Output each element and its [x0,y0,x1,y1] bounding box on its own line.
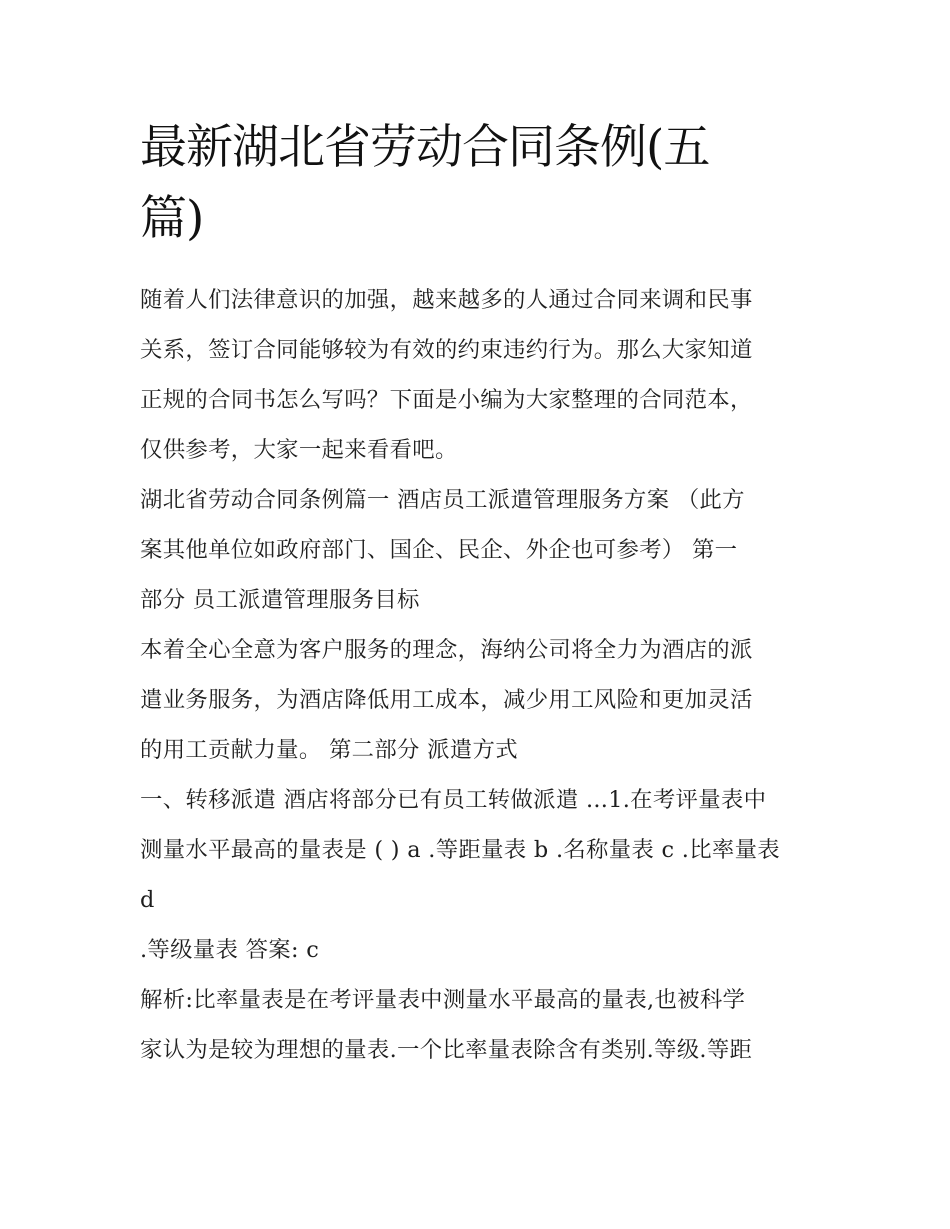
text-line: 本着全心全意为客户服务的理念，海纳公司将全力为酒店的派 [140,637,753,663]
text-line: 解析:比率量表是在考评量表中测量水平最高的量表,也被科学 [140,987,746,1013]
text-line: 湖北省劳动合同条例篇一 酒店员工派遣管理服务方案 （此方 [140,487,745,513]
title-line: 最新湖北省劳动合同条例(五 [140,120,710,175]
analysis-paragraph [140,975,812,1075]
text-line: 的用工贡献力量。 第二部分 派遣方式 [140,737,518,763]
text-line: 一、转移派遣 酒店将部分已有员工转做派遣 ...1.在考评量表中 [140,787,767,813]
section-one-paragraph [140,475,812,625]
text-line: 仅供参考，大家一起来看看吧。 [140,437,458,463]
title-line: 篇) [140,191,204,246]
text-line: d [140,887,155,913]
text-line: 部分 员工派遣管理服务目标 [140,587,420,613]
text-line: 随着人们法律意识的加强，越来越多的人通过合同来调和民事 [140,287,753,313]
text-line: 案其他单位如政府部门、国企、民企、外企也可参考） 第一 [140,537,738,563]
service-goal-paragraph [140,625,812,775]
text-line: .等级量表 答案: c [140,937,320,963]
answer-paragraph [140,925,812,975]
text-line: 正规的合同书怎么写吗？下面是小编为大家整理的合同范本， [140,387,753,413]
dispatch-question-paragraph [140,775,812,925]
text-line: 遣业务服务，为酒店降低用工成本，减少用工风险和更加灵活 [140,687,753,713]
text-line: 家认为是较为理想的量表.一个比率量表除含有类别.等级.等距 [140,1037,753,1063]
text-line: 测量水平最高的量表是 ( ) a .等距量表 b .名称量表 c .比率量表 [140,837,780,863]
document-page [140,0,812,1075]
text-line: 关系，签订合同能够较为有效的约束违约行为。那么大家知道 [140,337,753,363]
document-title [140,112,812,254]
intro-paragraph [140,275,812,475]
